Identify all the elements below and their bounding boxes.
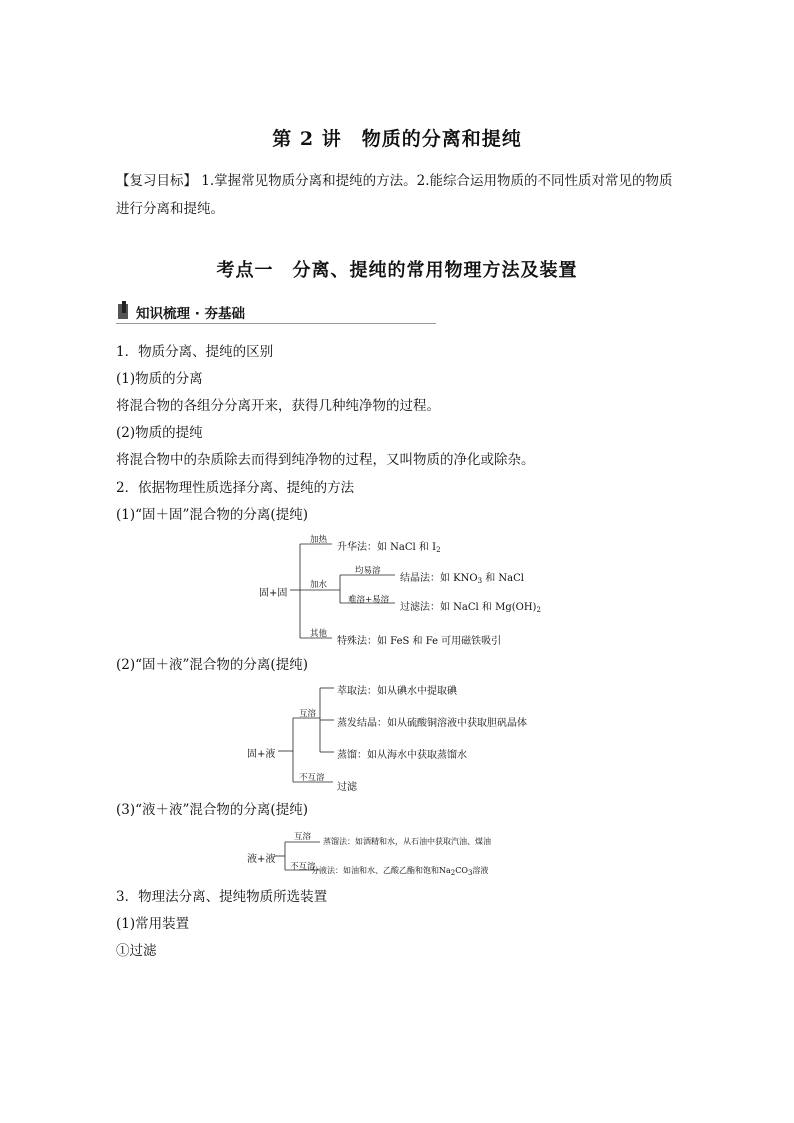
diagram1-both-soluble: 均易溶 <box>355 566 381 576</box>
subheading-2-1: (1)“固＋固”混合物的分离(提纯) <box>116 507 308 523</box>
paragraph-purification: 将混合物中的杂质除去而得到纯净物的过程，又叫物质的净化或除杂。 <box>116 452 535 468</box>
diagram2-root: 固+液 <box>247 749 276 760</box>
diagram1-crystallization-pre: 结晶法：如 KNO <box>400 573 478 584</box>
diagram1-filtration-pre: 过滤法：如 NaCl 和 Mg(OH) <box>400 602 537 613</box>
diagram1-filtration <box>400 598 541 614</box>
diagram3-separation-sub1: 2 <box>450 869 456 877</box>
diagram3-separation-post: 溶液 <box>472 866 489 875</box>
diagram3-distillation: 蒸馏法：如酒精和水，从石油中获取汽油、煤油 <box>323 837 491 846</box>
section-title: 考点一 分离、提纯的常用物理方法及装置 <box>216 260 578 281</box>
diagram1-branch-water: 加水 <box>310 580 328 590</box>
paragraph-separation: 将混合物的各组分分离开来，获得几种纯净物的过程。 <box>116 398 440 414</box>
subheading-3-1: (1)常用装置 <box>116 916 190 932</box>
diagram3-branch-miscible: 互溶 <box>294 832 312 842</box>
diagram1-branch-heating: 加热 <box>310 535 328 545</box>
heading-2: 2．依据物理性质选择分离、提纯的方法 <box>116 480 355 496</box>
diagram1-branch-other: 其他 <box>310 629 328 639</box>
diagram1-filtration-sub: 2 <box>536 606 541 614</box>
subheading-1-2: (2)物质的提纯 <box>116 425 203 441</box>
diagram2-branch-immiscible: 不互溶 <box>299 773 325 783</box>
diagram1-crystallization <box>400 569 524 585</box>
heading-1: 1．物质分离、提纯的区别 <box>116 344 274 360</box>
item-filtration: ①过滤 <box>116 943 157 959</box>
subheading-1-1: (1)物质的分离 <box>116 371 203 387</box>
diagram3-root: 液+液 <box>247 854 276 865</box>
subheading-2-2: (2)“固＋液”混合物的分离(提纯) <box>116 657 308 673</box>
diagram1-sublimation-sub: 2 <box>436 546 441 554</box>
diagram3-separation-pre: 分液法：如油和水、乙酸乙酯和饱和Na <box>311 866 451 875</box>
page-title: 第 2 讲 物质的分离和提纯 <box>272 128 522 150</box>
objective-label: 【复习目标】 <box>116 173 197 189</box>
diagram2-distillation: 蒸馏：如从海水中获取蒸馏水 <box>337 750 467 761</box>
objective-text-1: 1.掌握常见物质分离和提纯的方法。2.能综合运用物质的不同性质对常见的物质 <box>197 173 673 189</box>
diagram1-sublimation <box>337 538 441 554</box>
diagram1-special: 特殊法：如 FeS 和 Fe 可用磁铁吸引 <box>337 636 502 647</box>
diagram1-crystallization-post: 和 NaCl <box>482 573 524 584</box>
diagram2-evaporation: 蒸发结晶：如从硫酸铜溶液中获取胆矾晶体 <box>337 718 527 729</box>
diagram1-insoluble-soluble: 难溶+易溶 <box>348 595 390 605</box>
diagram3-separation-mid: CO <box>455 866 468 875</box>
diagram3-separation <box>311 865 488 877</box>
heading-3: 3．物理法分离、提纯物质所选装置 <box>116 889 328 905</box>
objective-line-2: 进行分离和提纯。 <box>116 201 224 217</box>
diagram1-root: 固+固 <box>259 588 288 599</box>
diagram3-separation-sub2: 3 <box>467 869 473 877</box>
diagram1-sublimation-text: 升华法：如 NaCl 和 I <box>337 542 437 553</box>
diagram2-extraction: 萃取法：如从碘水中提取碘 <box>337 686 457 697</box>
diagram2-branch-miscible: 互溶 <box>299 709 317 719</box>
diagram3-branch-immiscible: 不互溶 <box>290 862 316 872</box>
diagram2-filtration: 过滤 <box>337 782 357 793</box>
banner-text: 知识梳理 · 夯基础 <box>136 306 246 322</box>
diagram1-crystallization-sub: 3 <box>477 577 483 585</box>
subheading-2-3: (3)“液＋液”混合物的分离(提纯) <box>116 802 308 818</box>
